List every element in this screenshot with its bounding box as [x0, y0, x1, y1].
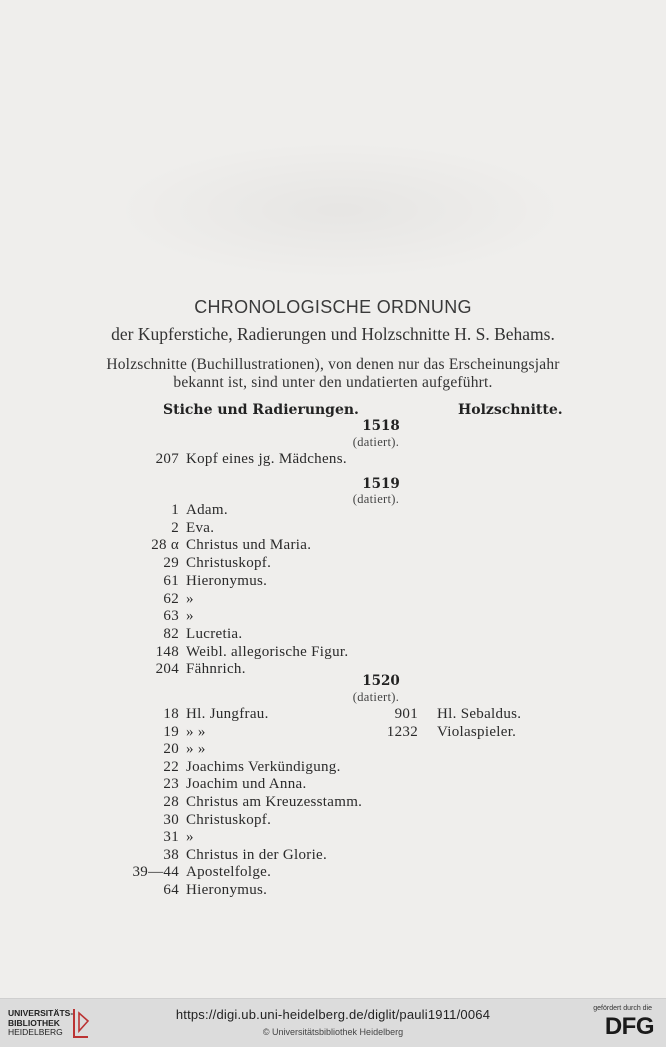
entry-number: 22	[163, 758, 179, 775]
year-note-1520: (datiert).	[352, 690, 400, 704]
ub-logo-line-1: UNIVERSITÄTS-	[8, 1008, 74, 1018]
ub-logo-line-2: BIBLIOTHEK	[8, 1017, 60, 1028]
entry-title: Christuskopf.	[186, 555, 272, 572]
entry-title: »	[186, 590, 194, 607]
woodcut-entry-number: 901	[394, 706, 418, 722]
entry-number: 64	[163, 882, 179, 898]
entry-row	[0, 847, 666, 865]
entry-title: Hl. Jungfrau.	[186, 706, 269, 722]
entry-title: Hieronymus.	[186, 572, 268, 589]
entry-number: 61	[163, 572, 179, 589]
entry-number: 30	[163, 811, 179, 828]
entry-title: Kopf eines jg. Mädchens.	[186, 451, 347, 467]
entry-number: 38	[163, 846, 179, 863]
entry-row	[0, 608, 666, 626]
entry-row	[0, 882, 666, 900]
entry-title: »	[186, 829, 194, 846]
entry-number: 39—44	[132, 864, 179, 881]
entry-row	[0, 829, 666, 847]
intro-note-line-2: bekannt ist, sind unter den undatierten aufgeführt.	[173, 374, 493, 391]
entry-row	[0, 794, 666, 812]
entry-title: » »	[186, 723, 206, 740]
intro-note-line-1: Holzschnitte (Buchillustrationen), von denen nur das Erscheinungsjahr	[106, 356, 560, 373]
entry-number: 18	[163, 706, 179, 722]
entry-number: 207	[155, 451, 179, 467]
year-heading-1519: 1519	[362, 476, 400, 492]
column-heading-holzschnitte: Holzschnitte.	[458, 402, 563, 418]
entry-title: Fähnrich.	[186, 661, 246, 678]
entry-number: 28	[163, 794, 179, 810]
viewer-footer	[0, 998, 666, 1047]
entry-row	[0, 573, 666, 591]
entry-row	[0, 776, 666, 794]
entry-number: 28 α	[151, 537, 179, 554]
entry-number: 1	[171, 502, 179, 518]
entry-row	[0, 451, 666, 469]
entry-row	[0, 555, 666, 573]
bleed-through-shadow	[110, 140, 570, 280]
page-subtitle: der Kupferstiche, Radierungen und Holzschnitte H. S. Behams.	[111, 324, 555, 344]
entry-number: 62	[163, 590, 179, 607]
entry-number: 204	[155, 661, 179, 678]
entry-title: Hieronymus.	[186, 882, 268, 898]
entry-row	[0, 591, 666, 609]
page-title: CHRONOLOGISCHE ORDNUNG	[194, 297, 472, 317]
permalink-url[interactable]: https://digi.ub.uni-heidelberg.de/diglit/pauli1911/0064	[175, 1007, 491, 1022]
entry-title: »	[186, 608, 194, 625]
entry-row	[0, 537, 666, 555]
woodcut-entry-row	[0, 706, 666, 724]
entry-title: Apostelfolge.	[186, 864, 272, 881]
year-note-1518: (datiert).	[352, 435, 400, 449]
entry-row	[0, 812, 666, 830]
entry-number: 29	[163, 555, 179, 572]
entry-row	[0, 626, 666, 644]
year-note-1519: (datiert).	[352, 492, 400, 506]
woodcut-entry-row	[0, 724, 666, 742]
entry-row	[0, 502, 666, 520]
entry-number: 148	[155, 643, 179, 660]
entry-number: 20	[163, 741, 179, 758]
column-heading-stiche: Stiche und Radierungen.	[163, 402, 359, 418]
dfg-logo[interactable]: DFG	[604, 1013, 654, 1040]
year-heading-1520: 1520	[362, 673, 400, 689]
entry-title: Christus in der Glorie.	[186, 846, 328, 863]
ub-logo-line-3: HEIDELBERG	[8, 1027, 63, 1037]
entry-title: Christus und Maria.	[186, 537, 312, 554]
entry-number: 82	[163, 625, 179, 642]
entry-title: Weibl. allegorische Figur.	[186, 643, 349, 660]
dfg-caption: gefördert durch die	[593, 1005, 652, 1012]
entry-title: Christus am Kreuzesstamm.	[186, 794, 363, 810]
entry-title: Christuskopf.	[186, 811, 272, 828]
woodcut-entry-number: 1232	[386, 723, 418, 740]
entry-row	[0, 741, 666, 759]
entry-number: 23	[163, 776, 179, 793]
entry-row	[0, 644, 666, 662]
woodcut-entry-title: Violaspieler.	[437, 723, 517, 740]
copyright-note: © Universitätsbibliothek Heidelberg	[262, 1027, 404, 1037]
entry-title: Adam.	[186, 502, 228, 518]
entry-number: 2	[171, 519, 179, 536]
year-heading-1518: 1518	[362, 418, 400, 434]
entry-row	[0, 520, 666, 538]
entry-title: Joachims Verkündigung.	[186, 758, 341, 775]
entry-number: 19	[163, 723, 179, 740]
entry-row	[0, 759, 666, 777]
entry-number: 31	[163, 829, 179, 846]
entry-title: » »	[186, 741, 206, 758]
entry-title: Lucretia.	[186, 625, 243, 642]
entry-title: Eva.	[186, 519, 215, 536]
entry-number: 63	[163, 608, 179, 625]
entry-row	[0, 864, 666, 882]
woodcut-entry-title: Hl. Sebaldus.	[437, 706, 522, 722]
entry-title: Joachim und Anna.	[186, 776, 307, 793]
